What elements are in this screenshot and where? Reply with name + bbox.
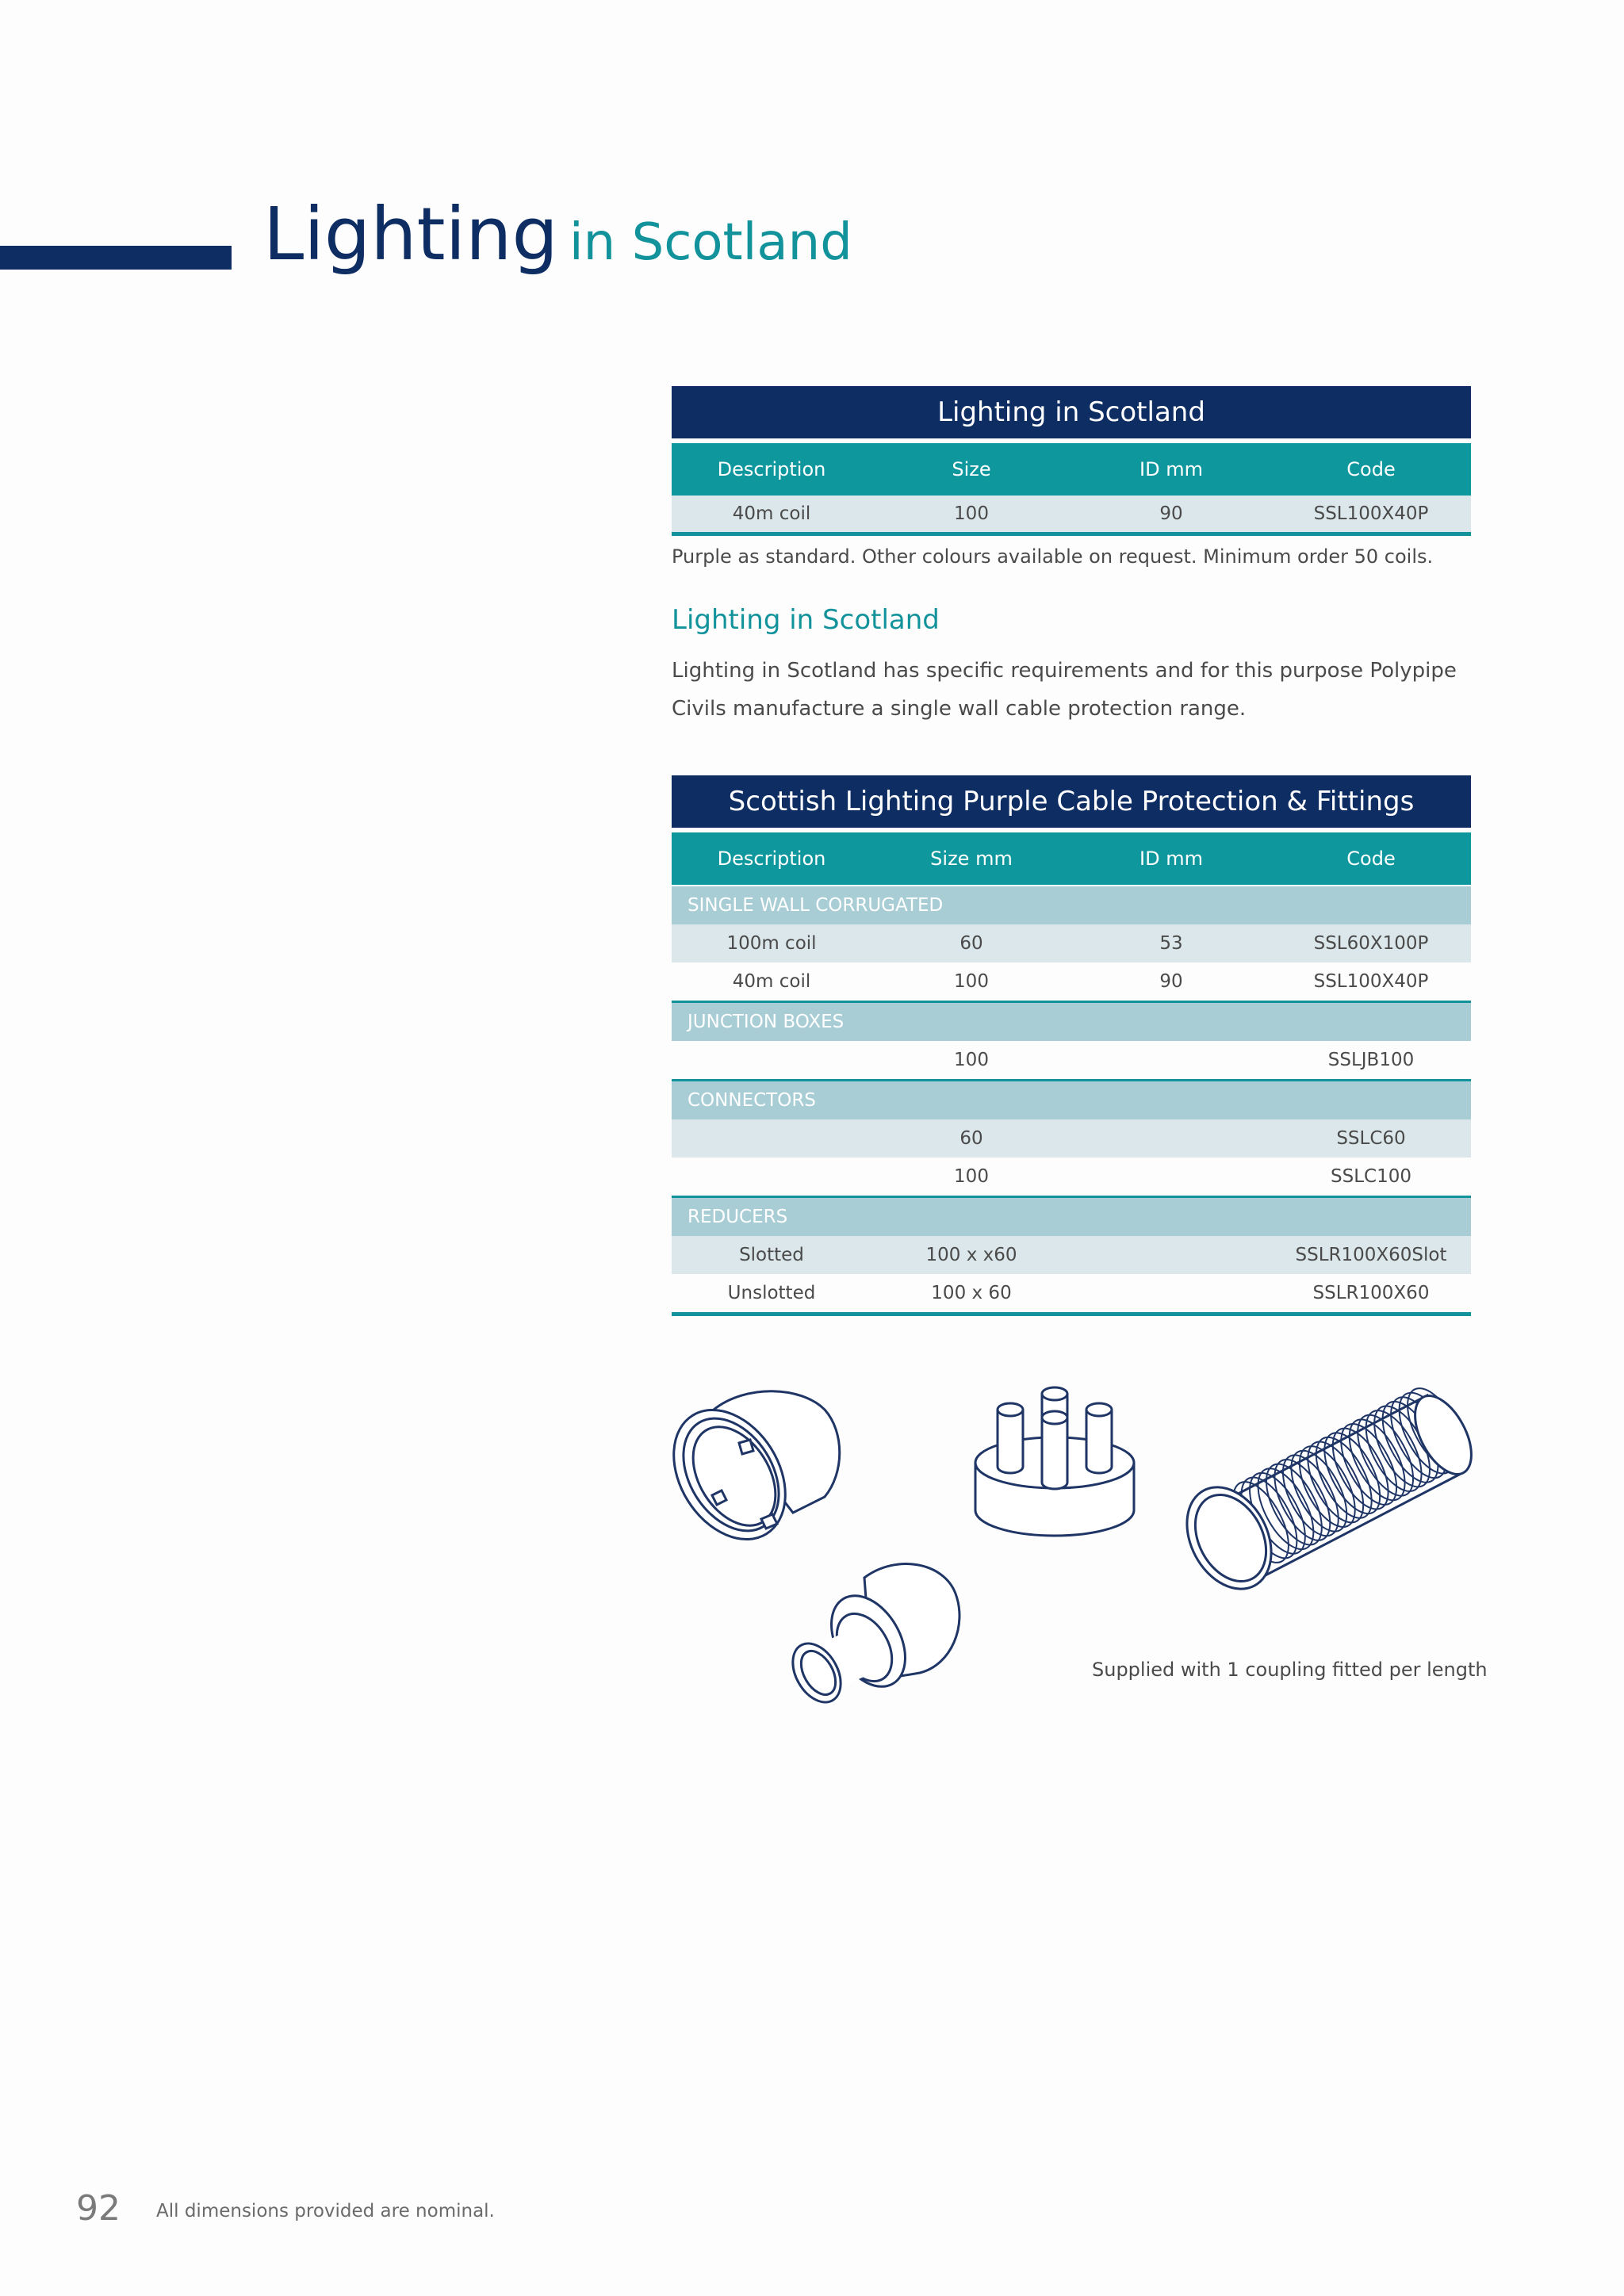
- junction-box-icon: [967, 1380, 1142, 1554]
- corrugated-pipe-icon: [1174, 1380, 1475, 1617]
- page-title: [263, 192, 852, 277]
- page-number: 92: [76, 2188, 121, 2229]
- page-title-main: Lighting: [263, 192, 558, 277]
- cell-size: 100: [954, 971, 989, 992]
- lighting-table: [672, 386, 1471, 536]
- footer-note: All dimensions provided are nominal.: [156, 2201, 495, 2221]
- cell-code: SSLC100: [1331, 1166, 1411, 1187]
- header-id: ID mm: [1139, 848, 1203, 870]
- table-row: [672, 1236, 1471, 1274]
- cell-code: SSLC60: [1336, 1128, 1406, 1149]
- page-title-sub: in Scotland: [569, 213, 852, 272]
- cell-code: SSLJB100: [1327, 1050, 1415, 1070]
- connector-icon: [666, 1378, 856, 1568]
- table-row: [672, 1119, 1471, 1158]
- cell-code: SSL100X40P: [1313, 971, 1429, 992]
- header-id: ID mm: [1139, 458, 1203, 480]
- table-row: [672, 962, 1471, 1001]
- cell-code: SSLR100X60Slot: [1295, 1245, 1447, 1265]
- fittings-table: [672, 775, 1471, 1316]
- group-reducers: REDUCERS: [672, 1196, 1471, 1236]
- lighting-table-header: [672, 443, 1471, 496]
- title-accent-bar: [0, 246, 232, 270]
- cell-description: Slotted: [739, 1245, 804, 1265]
- cell-size: 100: [954, 1166, 989, 1187]
- cell-code: SSL100X40P: [1313, 503, 1429, 524]
- group-single-wall-corrugated: SINGLE WALL CORRUGATED: [672, 886, 1471, 924]
- header-size: Size: [952, 458, 991, 480]
- group-junction-boxes: JUNCTION BOXES: [672, 1001, 1471, 1041]
- header-description: Description: [717, 458, 826, 480]
- cell-size: 100 x x60: [925, 1245, 1017, 1265]
- cell-description: 100m coil: [726, 933, 817, 954]
- table-row: [672, 1274, 1471, 1316]
- cell-size: 100: [954, 503, 989, 524]
- table1-note: Purple as standard. Other colours available on request. Minimum order 50 coils.: [672, 545, 1434, 568]
- cell-description: 40m coil: [732, 971, 811, 992]
- cell-size: 100: [954, 1050, 989, 1070]
- cell-code: SSLR100X60: [1312, 1283, 1430, 1303]
- reducer-icon: [785, 1554, 967, 1720]
- header-description: Description: [717, 848, 826, 870]
- header-size: Size mm: [930, 848, 1013, 870]
- section-paragraph: Lighting in Scotland has specific requirements and for this purpose Polypipe Civils manufacture a single wall cable protection range.: [672, 659, 1457, 721]
- header-code: Code: [1346, 848, 1396, 870]
- cell-id: 90: [1159, 503, 1183, 524]
- cell-description: Unslotted: [727, 1283, 816, 1303]
- table-row: [672, 924, 1471, 962]
- lighting-table-title: Lighting in Scotland: [672, 386, 1471, 438]
- cell-id: 90: [1159, 971, 1183, 992]
- cell-id: 53: [1159, 933, 1183, 954]
- group-connectors: CONNECTORS: [672, 1079, 1471, 1119]
- cell-size: 60: [959, 1128, 983, 1149]
- section-heading: Lighting in Scotland: [672, 604, 940, 636]
- cell-size: 60: [959, 933, 983, 954]
- cell-size: 100 x 60: [931, 1283, 1012, 1303]
- fittings-table-header: [672, 832, 1471, 885]
- cell-description: 40m coil: [732, 503, 811, 524]
- table-row: [672, 1041, 1471, 1079]
- cell-code: SSL60X100P: [1313, 933, 1429, 954]
- header-code: Code: [1346, 458, 1396, 480]
- product-caption: Supplied with 1 coupling fitted per length: [1092, 1659, 1488, 1681]
- table-row: [672, 1158, 1471, 1196]
- table-row: [672, 496, 1471, 536]
- fittings-table-title: Scottish Lighting Purple Cable Protection & Fittings: [672, 775, 1471, 828]
